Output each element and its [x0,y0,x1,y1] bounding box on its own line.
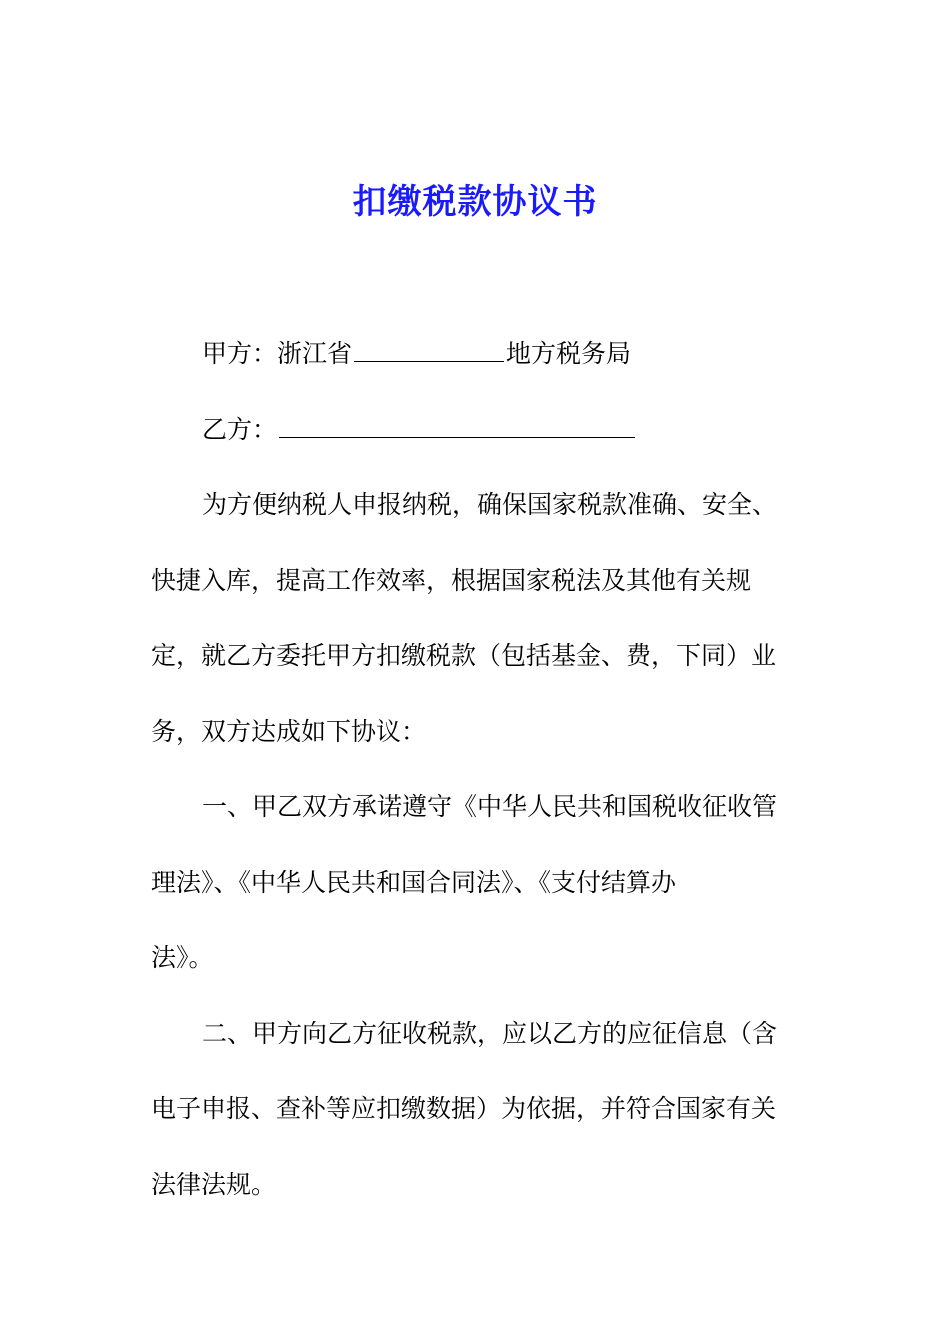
party-a-line [151,316,799,392]
clause-2-line: 二、甲方向乙方征收税款，应以乙方的应征信息（含 [202,1018,778,1048]
intro-line: 为方便纳税人申报纳税，确保国家税款准确、安全、 [202,490,778,519]
party-a-label: 甲方： [202,339,278,368]
clause-1-line: 理法》、《中华人民共和国合同法》、《支付结算办 [151,867,677,897]
clause-2-line: 法律法规。 [151,1169,277,1199]
party-a-suffix: 地方税务局 [506,339,632,368]
party-b-line [151,392,799,468]
clause-1-line: 法》。 [151,943,214,972]
intro-line: 务，双方达成如下协议： [151,716,427,746]
intro-paragraph [151,467,799,769]
document-title: 扣缴税款协议书 [352,182,598,222]
document-body [151,316,799,1222]
party-b-label: 乙方： [202,414,278,444]
clause-2-paragraph [151,996,799,1223]
intro-line: 快捷入库，提高工作效率，根据国家税法及其他有关规 [151,565,752,595]
party-a-blank [354,335,504,362]
clause-1-line: 一、甲乙双方承诺遵守《中华人民共和国税收征收管 [202,792,778,821]
clause-1-paragraph [151,769,799,996]
party-a-prefix: 浙江省 [277,339,353,368]
party-b-blank [279,411,635,438]
intro-line: 定，就乙方委托甲方扣缴税款（包括基金、费，下同）业 [151,641,777,670]
clause-2-line: 电子申报、查补等应扣缴数据）为依据，并符合国家有关 [151,1094,777,1123]
